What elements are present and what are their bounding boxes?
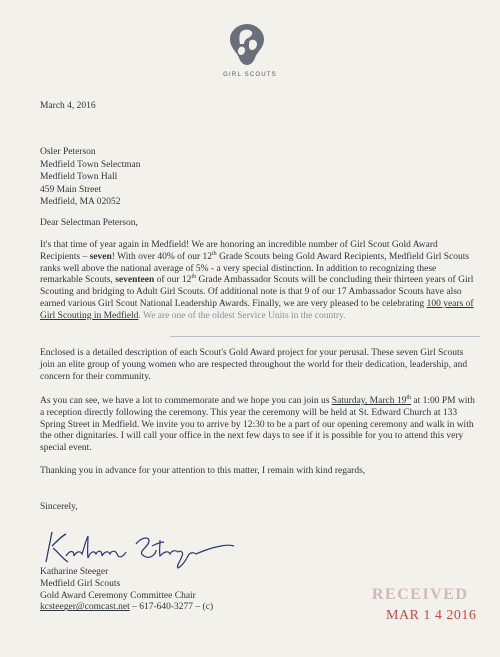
sender-email: kcsteeger@comcast.net: [40, 602, 130, 613]
sender-role: Gold Award Ceremony Committee Chair: [40, 590, 196, 601]
salutation: Dear Selectman Peterson,: [40, 218, 138, 228]
recipient-name: Osler Peterson: [40, 147, 96, 157]
paragraph-3: As you can see, we have a lot to commemorate and we hope you can join us Saturday, March 19th at 1:00 PM with a reception directly following the ceremony. This year the ceremony will be held at St. Edward Church at 133 Spring Street in Medfield. We invite you to arrive by 12:30 to be a part of our opening ceremony and walk in with the other dignitaries. I will call your office in the next few days to see if it is possible for you to attend this very special event.: [40, 394, 475, 454]
closing: Sincerely,: [40, 502, 78, 512]
sender-phone: – 617-640-3277 – (c): [129, 602, 214, 613]
recipient-address: [40, 146, 140, 209]
letter-date: March 4, 2016: [40, 101, 96, 111]
sender-contact: [40, 602, 213, 614]
scan-artifact-line: [170, 336, 480, 337]
sender-name: Katharine Steeger: [40, 567, 109, 577]
paragraph-1: It's that time of year again in Medfield! We are honoring an incredible number of Girl Scout Gold Award Recipients – seven! With over 40% of our 12th Grade Scouts being Gold Award Recipients, Medfield Girl Scouts ranks well above the national average of 5% - a very special distinction. In addition to recognizing these remarkable Scouts, seventeen of our 12th Grade Ambassador Scouts will be concluding their thirteen years of Girl Scouting and bridging to Adult Girl Scouts. Of additional note is that 9 of our 17 Ambassador Scouts have also earned various Girl Scout National Leadership Awards. Finally, we are very pleased to be celebrating 100 years of Girl Scouting in Medfield. We are one of the oldest Service Units in the country.: [40, 240, 474, 321]
sender-block: [40, 567, 213, 614]
received-stamp-date: MAR 1 4 2016: [386, 608, 477, 623]
handwritten-signature: [40, 522, 240, 572]
centennial-highlight: 100 years of Girl Scouting in Medfield: [40, 298, 474, 321]
received-stamp: [372, 586, 477, 623]
sender-org: Medfield Girl Scouts: [40, 578, 121, 589]
letterhead-org-name: GIRL SCOUTS: [223, 72, 277, 78]
paragraph-2: Enclosed is a detailed description of each Scout's Gold Award project for your perusal. These seven Girl Scouts join an elite group of young women who are respected throughout the world for their dedication, leadership, and concern for their community.: [40, 348, 468, 382]
recipient-office: Medfield Town Hall: [40, 172, 118, 182]
recipient-title: Medfield Town Selectman: [40, 159, 141, 170]
recipient-street: 459 Main Street: [40, 184, 102, 195]
received-stamp-label: RECEIVED: [372, 586, 469, 603]
recipient-city: Medfield, MA 02052: [40, 197, 121, 207]
girl-scouts-trefoil-logo: [226, 22, 268, 66]
event-date: Saturday, March 19th: [331, 394, 412, 406]
paragraph-4: Thanking you in advance for your attention to this matter, I remain with kind regards,: [40, 466, 366, 476]
